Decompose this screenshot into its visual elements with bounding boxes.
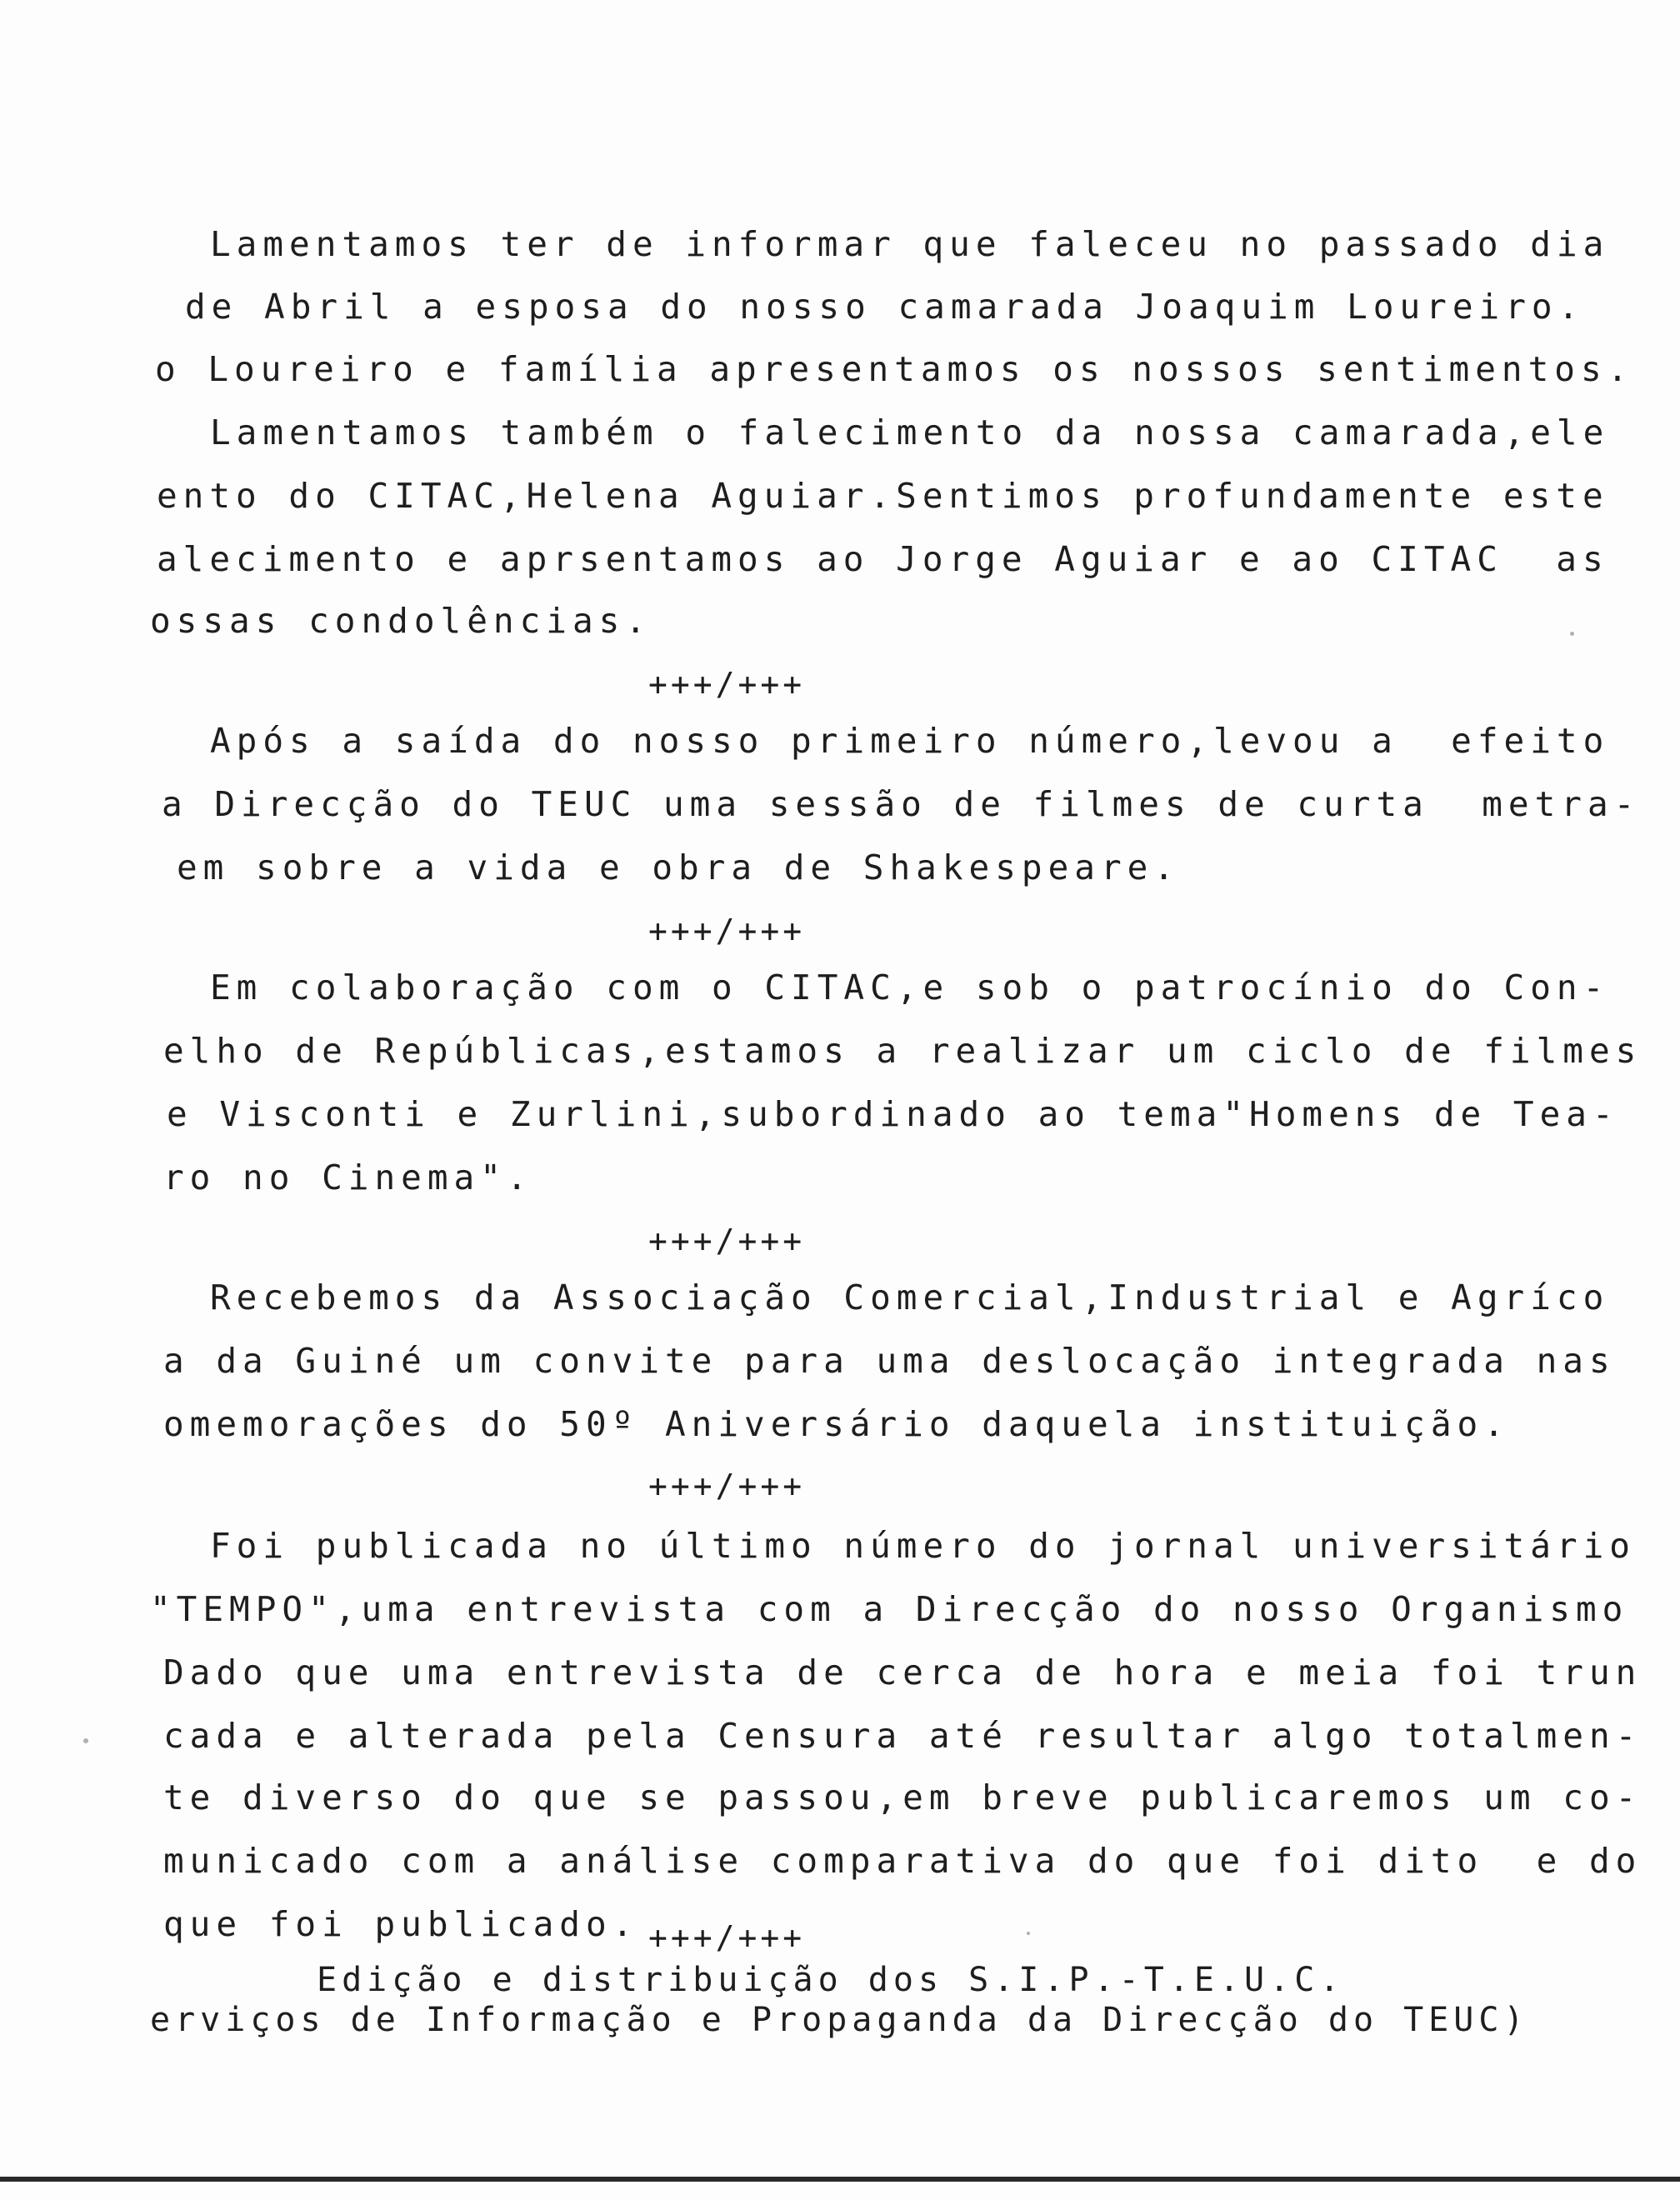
notice-4-line-1: Recebemos da Associação Comercial,Industrial e Agríco — [210, 1278, 1610, 1318]
notice-4-line-3: omemorações do 50º Aniversário daquela instituição. — [163, 1404, 1510, 1444]
scan-speck — [83, 1738, 88, 1743]
notice-3-line-4: ro no Cinema". — [163, 1158, 533, 1198]
notice-4-line-2: a da Guiné um convite para uma deslocação integrada nas — [163, 1341, 1616, 1381]
notice-5-line-2: "TEMPO",uma entrevista com a Direcção do nosso Organismo — [150, 1589, 1629, 1629]
footer-edition-line: Edição e distribuição dos S.I.P.-T.E.U.C. — [317, 1961, 1345, 1999]
notice-1-line-2: de Abril a esposa do nosso camarada Joaquim Loureiro. — [185, 287, 1585, 327]
notice-2-line-1: Após a saída do nosso primeiro número,levou a efeito — [210, 721, 1610, 761]
notice-5-line-3: Dado que uma entrevista de cerca de hora e meia foi trun — [163, 1652, 1642, 1692]
separator-2: +++/+++ — [648, 912, 806, 949]
notice-5-line-4: cada e alterada pela Censura até resultar algo totalmen- — [163, 1716, 1642, 1756]
notice-1-line-7: ossas condolências. — [150, 601, 652, 641]
notice-3-line-3: e Visconti e Zurlini,subordinado ao tema"Homens de Tea- — [167, 1094, 1619, 1134]
notice-5-line-7: que foi publicado. — [163, 1904, 639, 1944]
notice-1-line-6: alecimento e aprsentamos ao Jorge Aguiar e ao CITAC as — [157, 539, 1609, 579]
notice-1-line-3: o Loureiro e família apresentamos os nossos sentimentos. — [155, 349, 1634, 389]
notice-5-line-1: Foi publicada no último número do jornal universitário — [210, 1526, 1636, 1566]
footer-services-line: erviços de Informação e Propaganda da Direcção do TEUC) — [150, 2001, 1529, 2039]
separator-5: +++/+++ — [648, 1919, 806, 1956]
separator-3: +++/+++ — [648, 1222, 806, 1259]
scan-speck — [1570, 632, 1574, 636]
separator-4: +++/+++ — [648, 1468, 806, 1504]
notice-2-line-3: em sobre a vida e obra de Shakespeare. — [177, 848, 1180, 888]
notice-1-line-1: Lamentamos ter de informar que faleceu no passado dia — [210, 224, 1610, 264]
separator-1: +++/+++ — [648, 666, 806, 702]
scan-speck — [1027, 1932, 1030, 1935]
bottom-edge-rule — [0, 2177, 1680, 2182]
notice-1-line-4: Lamentamos também o falecimento da nossa camarada,ele — [210, 412, 1610, 452]
notice-2-line-2: a Direcção do TEUC uma sessão de filmes de curta metra- — [162, 784, 1641, 824]
notice-5-line-5: te diverso do que se passou,em breve publicaremos um co- — [163, 1778, 1642, 1818]
notice-1-line-5: ento do CITAC,Helena Aguiar.Sentimos profundamente este — [157, 476, 1609, 516]
notice-3-line-1: Em colaboração com o CITAC,e sob o patrocínio do Con- — [210, 968, 1610, 1008]
notice-5-line-6: municado com a análise comparativa do que foi dito e do — [163, 1841, 1642, 1881]
notice-3-line-2: elho de Repúblicas,estamos a realizar um ciclo de filmes — [163, 1031, 1642, 1071]
